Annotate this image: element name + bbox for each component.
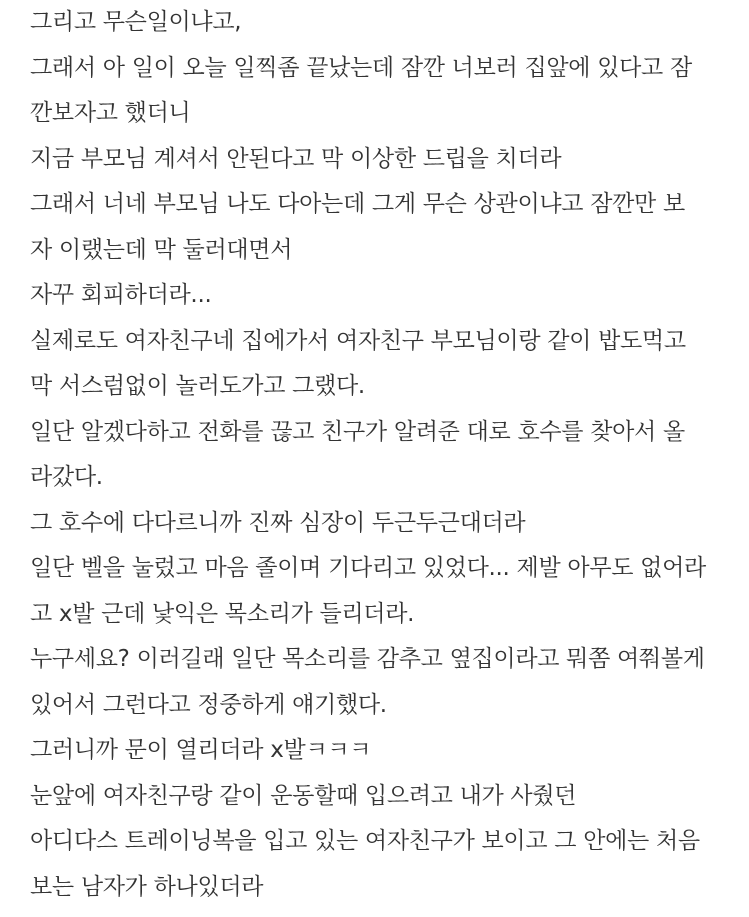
text-line: 그 호수에 다다르니까 진짜 심장이 두근두근대더라 xyxy=(30,509,526,536)
text-line: 자꾸 회피하더라... xyxy=(30,282,212,308)
text-line: 있어서 그런다고 정중하게 얘기했다. xyxy=(30,691,387,718)
text-line: 누구세요? 이러길래 일단 목소리를 감추고 옆집이라고 뭐쫌 여쭤볼게 xyxy=(30,646,705,672)
text-line: 깐보자고 했더니 xyxy=(30,100,191,126)
text-line: 막 서스럼없이 놀러도가고 그랬다. xyxy=(30,373,365,399)
text-line: 그래서 아 일이 오늘 일찍좀 끝났는데 잠깐 너보러 집앞에 있다고 잠 xyxy=(30,54,692,81)
text-line: 그리고 무슨일이냐고, xyxy=(30,9,242,35)
text-line: 실제로도 여자친구네 집에가서 여자친구 부모님이랑 같이 밥도먹고 xyxy=(30,327,686,354)
text-line: 라갔다. xyxy=(30,464,103,490)
text-line: 그러니까 문이 열리더라 x발ㅋㅋㅋ xyxy=(30,737,372,763)
post-body xyxy=(30,0,735,910)
text-line: 눈앞에 여자친구랑 같이 운동할때 입으려고 내가 사줬던 xyxy=(30,782,577,809)
text-line: 그래서 너네 부모님 나도 다아는데 그게 무슨 상관이냐고 잠깐만 보 xyxy=(30,191,685,217)
text-line: 보는 남자가 하나있더라 xyxy=(30,873,264,900)
text-line: 아디다스 트레이닝복을 입고 있는 여자친구가 보이고 그 안에는 처음 xyxy=(30,828,700,854)
text-line: 고 x발 근데 낯익은 목소리가 들리더라. xyxy=(30,600,415,627)
text-line: 일단 알겠다하고 전화를 끊고 친구가 알려준 대로 호수를 찾아서 올 xyxy=(30,418,685,445)
text-line: 일단 벨을 눌렀고 마음 졸이며 기다리고 있었다... 제발 아무도 없어라 xyxy=(30,555,706,581)
text-line: 자 이랬는데 막 둘러대면서 xyxy=(30,236,293,263)
text-line: 지금 부모님 계셔서 안된다고 막 이상한 드립을 치더라 xyxy=(30,145,562,172)
